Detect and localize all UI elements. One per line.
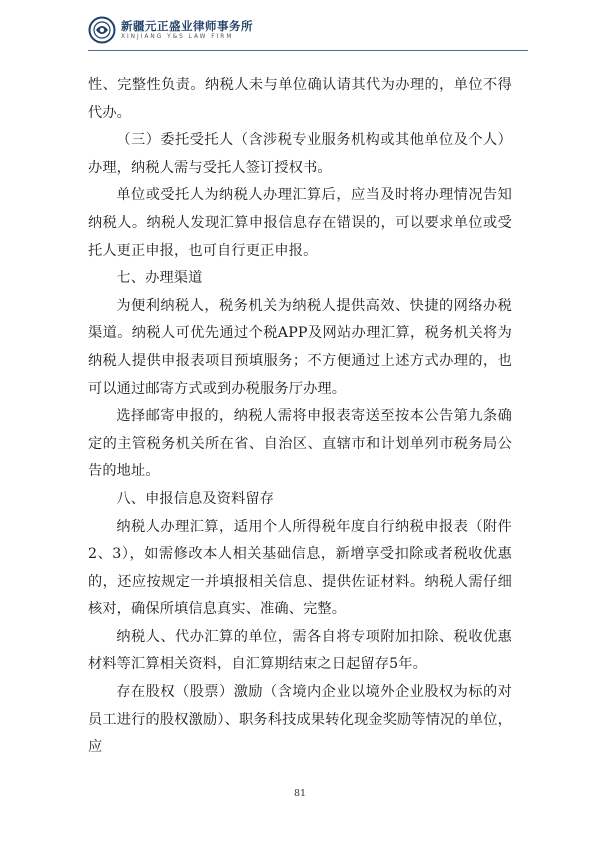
firm-logo-icon xyxy=(88,16,116,44)
paragraph: 纳税人、代办汇算的单位，需各自将专项附加扣除、税收优惠材料等汇算相关资料，自汇算期结束之日起留存5年。 xyxy=(88,628,512,673)
page-header xyxy=(88,16,528,56)
firm-name-chinese: 新疆元正盛业律师事务所 xyxy=(121,19,253,33)
paragraph: 为便利纳税人，税务机关为纳税人提供高效、快捷的网络办税渠道。纳税人可优先通过个税APP及网站办理汇算，税务机关将为纳税人提供申报表项目预填服务；不方便通过上述方式办理的，也可以通过邮寄方式或到办税服务厅办理。 xyxy=(88,297,512,397)
paragraph: 选择邮寄申报的，纳税人需将申报表寄送至按本公告第九条确定的主管税务机关所在省、自治区、直辖市和计划单列市税务局公告的地址。 xyxy=(88,408,512,480)
paragraph: 性、完整性负责。纳税人未与单位确认请其代为办理的，单位不得代办。 xyxy=(88,77,512,121)
paragraph: 单位或受托人为纳税人办理汇算后，应当及时将办理情况告知纳税人。纳税人发现汇算申报信息存在错误的，可以要求单位或受托人更正申报，也可自行更正申报。 xyxy=(88,187,512,259)
paragraph: 纳税人办理汇算，适用个人所得税年度自行纳税申报表（附件2、3），如需修改本人相关基础信息，新增享受扣除或者税收优惠的，还应按规定一并填报相关信息、提供佐证材料。纳税人需仔细核对，确保所填信息真实、准确、完整。 xyxy=(88,518,512,618)
page-number: 81 xyxy=(293,788,307,799)
document-body xyxy=(88,72,512,762)
paragraph: 存在股权（股票）激励（含境内企业以境外企业股权为标的对员工进行的股权激励）、职务科技成果转化现金奖励等情况的单位，应 xyxy=(88,684,512,756)
header-divider xyxy=(88,50,528,51)
section-heading: 七、办理渠道 xyxy=(116,270,203,287)
firm-name-english: XINJIANG Y&S LAW FIRM xyxy=(121,34,234,40)
paragraph: （三）委托受托人（含涉税专业服务机构或其他单位及个人）办理，纳税人需与受托人签订授权书。 xyxy=(88,132,512,176)
section-heading: 八、申报信息及资料留存 xyxy=(116,490,275,507)
